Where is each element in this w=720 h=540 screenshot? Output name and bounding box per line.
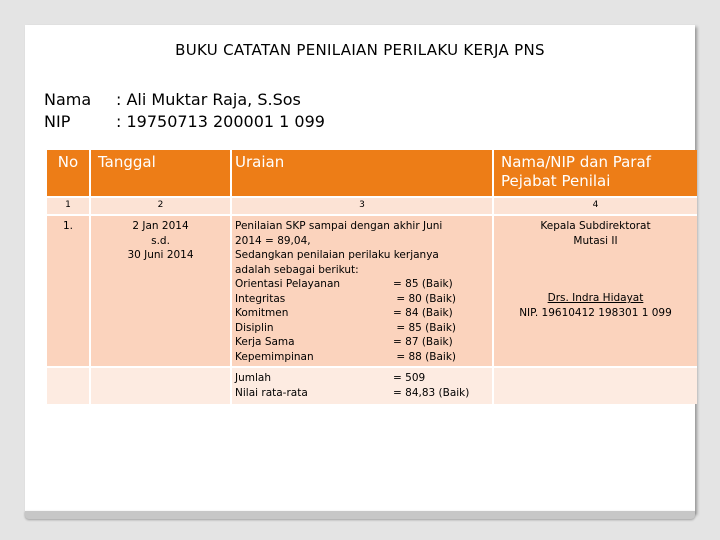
score-value: = 88 (Baik) [393,350,456,363]
pejabat-name: Drs. Indra Hidayat [547,292,644,304]
column-number-1: 1 [47,198,89,214]
pejabat-title-line: Kepala Subdirektorat [540,220,651,232]
uraian-line: adalah sebagai berikut: [235,263,359,276]
row1-pejabat [494,216,697,366]
row2-uraian [232,368,492,404]
score-value: = 84 (Baik) [393,307,453,319]
total-value: = 84,83 (Baik) [393,386,470,399]
signature-space [494,248,697,291]
tanggal-line: 30 Juni 2014 [127,249,194,261]
column-number-3: 3 [232,198,492,214]
nama-label: Nama [44,90,92,109]
column-number-4: 4 [494,198,697,214]
tanggal-line: 2 Jan 2014 [132,220,189,232]
pejabat-title-line: Mutasi II [573,234,618,247]
nama-value: : Ali Muktar Raja, S.Sos [116,90,301,109]
row1-tanggal [91,216,230,366]
score-item [235,321,492,336]
score-value: = 80 (Baik) [393,292,456,305]
header-tanggal: Tanggal [91,150,230,196]
score-label: Integritas [235,292,286,305]
nip-row [44,112,325,131]
header-pejabat: Nama/NIP dan Paraf Pejabat Penilai [494,150,697,196]
score-value: = 85 (Baik) [393,321,456,334]
nama-row [44,90,301,109]
score-item [235,335,492,350]
header-no: No [47,150,89,196]
score-label: Orientasi Pelayanan [235,278,341,290]
total-value: = 509 [393,372,426,384]
row1-uraian [232,216,492,366]
score-label: Komitmen [235,307,289,319]
row2-pejabat [494,368,697,404]
pejabat-nip: NIP. 19610412 198301 1 099 [519,306,672,319]
tanggal-line: s.d. [151,234,170,247]
uraian-line: Penilaian SKP sampai dengan akhir Juni [235,220,443,232]
score-item [235,292,492,307]
row2-tanggal [91,368,230,404]
page-title: BUKU CATATAN PENILAIAN PERILAKU KERJA PNS [175,41,545,59]
slide-bottom-bar [25,511,695,519]
uraian-line: Sedangkan penilaian perilaku kerjanya [235,249,439,261]
score-label: Disiplin [235,321,274,334]
row2-no [47,368,89,404]
nip-value: : 19750713 200001 1 099 [116,112,325,131]
score-item [235,306,492,321]
score-label: Kerja Sama [235,336,295,348]
score-label: Kepemimpinan [235,350,314,363]
row1-no: 1. [47,216,89,366]
score-value: = 87 (Baik) [393,336,453,348]
total-label: Jumlah [235,372,271,384]
header-uraian: Uraian [232,150,492,196]
score-item [235,277,492,292]
total-label: Nilai rata-rata [235,386,308,399]
nip-label: NIP [44,112,71,131]
uraian-line: 2014 = 89,04, [235,234,311,247]
score-item [235,350,492,365]
total-item [235,371,492,386]
assessment-table [47,150,697,404]
score-value: = 85 (Baik) [393,278,453,290]
total-item [235,386,492,401]
column-number-2: 2 [91,198,230,214]
